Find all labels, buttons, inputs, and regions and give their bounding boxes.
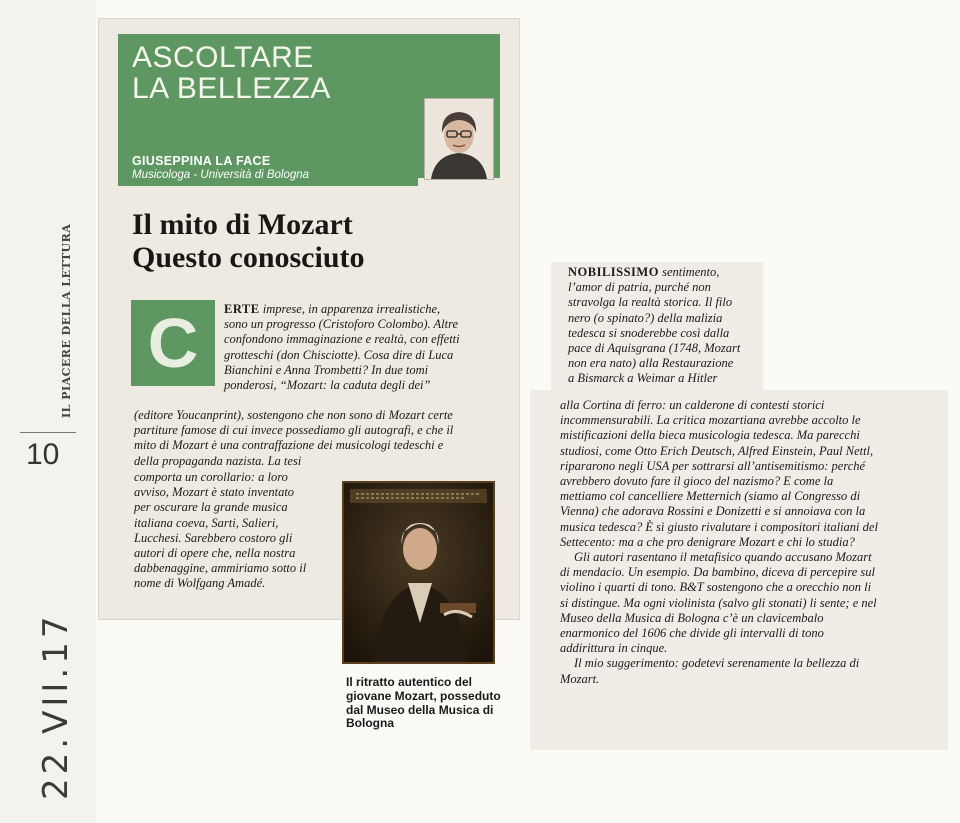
- text-line: italiana coeva, Sarti, Salieri,: [134, 515, 279, 530]
- text-line: incommensurabili. La critica mozartiana avrebbe accolto le: [560, 413, 861, 428]
- author-role: Musicologa - Università di Bologna: [132, 169, 310, 181]
- right-column-top-text: [568, 265, 758, 387]
- text-line: nome di Wolfgang Amadé.: [134, 576, 266, 591]
- text-line: avviso, Mozart è stato inventato: [134, 485, 295, 500]
- lead-paragraph-narrow: [134, 470, 338, 592]
- text-line: dabbenaggine, ammiriamo sotto il: [134, 561, 307, 576]
- text-line: ponderosi, “Mozart: la caduta degli dei”: [224, 378, 431, 393]
- text-line: confondono immaginazione e realtà, con effetti: [224, 332, 460, 347]
- text-line: musica tedesca? È sì giusto rivalutare i compositori italiani del: [560, 519, 878, 534]
- text-line: mito di Mozart è una contraffazione dei musicologi tedeschi e: [134, 438, 444, 453]
- text-line: violino i quarti di tono. B&T sostengono che a orecchio non li: [560, 580, 872, 595]
- section-name: IL PIACERE DELLA LETTURA: [60, 223, 73, 418]
- text-line: Il mio suggerimento: godetevi serenamente la bellezza di: [574, 656, 860, 671]
- text-line: partiture famose di cui invece possediamo gli autografi, e che il: [134, 423, 454, 438]
- handwritten-date: 22.VII.17: [36, 612, 76, 800]
- text-line: di mendacio. Un esempio. Da bambino, diceva di percepire sul: [560, 565, 875, 580]
- article-title: [132, 208, 502, 274]
- text-line: tedesca si snoderebbe così dalla: [568, 325, 730, 340]
- text-line: l’amor di patria, purché non: [568, 280, 711, 295]
- column-title-line1: ASCOLTARE: [132, 41, 314, 74]
- mozart-portrait: [342, 481, 495, 664]
- text-line: della propaganda nazista. La tesi: [134, 453, 302, 468]
- text-line: enarmonico del 1606 che divide gli intervalli di tono: [560, 626, 824, 641]
- text-line: sentimento,: [662, 265, 720, 279]
- text-line: stravolga la realtà storica. Il filo: [568, 295, 733, 310]
- author-portrait-icon: [425, 99, 493, 179]
- text-line: Vienna) che adorava Rossini e Donizetti e si annoiava con la: [560, 504, 866, 519]
- text-line: pace di Aquisgrana (1748, Mozart: [568, 341, 741, 356]
- drop-cap: [131, 300, 215, 386]
- author-photo: [424, 98, 494, 180]
- text-line: addirittura in cinque.: [560, 641, 668, 656]
- text-line: nero (o spinato?) della malizia: [568, 310, 723, 325]
- text-line: grotteschi (don Chisciotte). Cosa dire di Luca: [224, 347, 454, 362]
- text-line: a Bismarck a Weimar a Hitler: [568, 371, 718, 386]
- page-number: 10: [26, 438, 60, 471]
- text-line: Lucchesi. Sarebbero costoro gli: [134, 530, 293, 545]
- text-line: studiosi, come Otto Erich Deutsch, Alfred Einstein, Paul Nettl,: [560, 443, 874, 458]
- text-line: ripararono negli USA per sottrarsi all’antisemitismo: perché: [560, 458, 866, 473]
- text-line: (editore Youcanprint), sostengono che non sono di Mozart certe: [134, 408, 453, 422]
- mozart-portrait-painting: [344, 483, 493, 662]
- text-line: autori di opere che, nella nostra: [134, 546, 296, 561]
- text-line: sono un progresso (Cristoforo Colombo). Altre: [224, 317, 459, 332]
- text-line: per oscurare la grande musica: [134, 500, 288, 515]
- page-rule: [20, 432, 76, 433]
- text-line: non era nato) alla Restaurazione: [568, 356, 734, 371]
- article-title-line2: Questo conosciuto: [132, 241, 365, 274]
- text-line: alla Cortina di ferro: un calderone di contesti storici: [560, 398, 825, 412]
- drop-cap-letter: C: [147, 304, 199, 382]
- text-line: comporta un corollario: a loro: [134, 470, 288, 484]
- text-line: Settecento: ma a che pro denigrare Mozart e chi lo studia?: [560, 534, 855, 549]
- column-title: [132, 42, 331, 104]
- author-name: GIUSEPPINA LA FACE: [132, 154, 271, 168]
- article-title-line1: Il mito di Mozart: [132, 208, 353, 241]
- text-line: Bianchini e Anna Trombetti? In due tomi: [224, 362, 429, 377]
- right-column-body-text: [560, 398, 938, 687]
- text-line: mistificazioni della bieca musicologia tedesca. Ma parecchi: [560, 428, 860, 443]
- lead-word: ERTE: [224, 302, 260, 316]
- column-title-line2: LA BELLEZZA: [132, 72, 331, 105]
- portrait-caption: Il ritratto autentico del giovane Mozart, posseduto dal Museo della Musica di Bologna: [346, 675, 501, 731]
- text-line: avrebbero dovuto fare il gioco del nazismo? E come la: [560, 474, 834, 489]
- lead-paragraph-full: [134, 408, 510, 469]
- text-line: Mozart.: [560, 671, 600, 686]
- lead-paragraph-top: [224, 302, 506, 393]
- text-line: mettiamo col cancelliere Metternich (siamo al Congresso di: [560, 489, 861, 504]
- text-line: si distingue. Ma ogni violinista (salvo gli stonati) li sente; e nel: [560, 595, 877, 610]
- text-line: Museo della Musica di Bologna c’è un clavicembalo: [560, 610, 824, 625]
- text-line: Gli autori rasentano il metafisico quando accusano Mozart: [574, 550, 872, 565]
- right-lead-word: NOBILISSIMO: [568, 265, 659, 279]
- text-line: imprese, in apparenza irrealistiche,: [262, 302, 441, 316]
